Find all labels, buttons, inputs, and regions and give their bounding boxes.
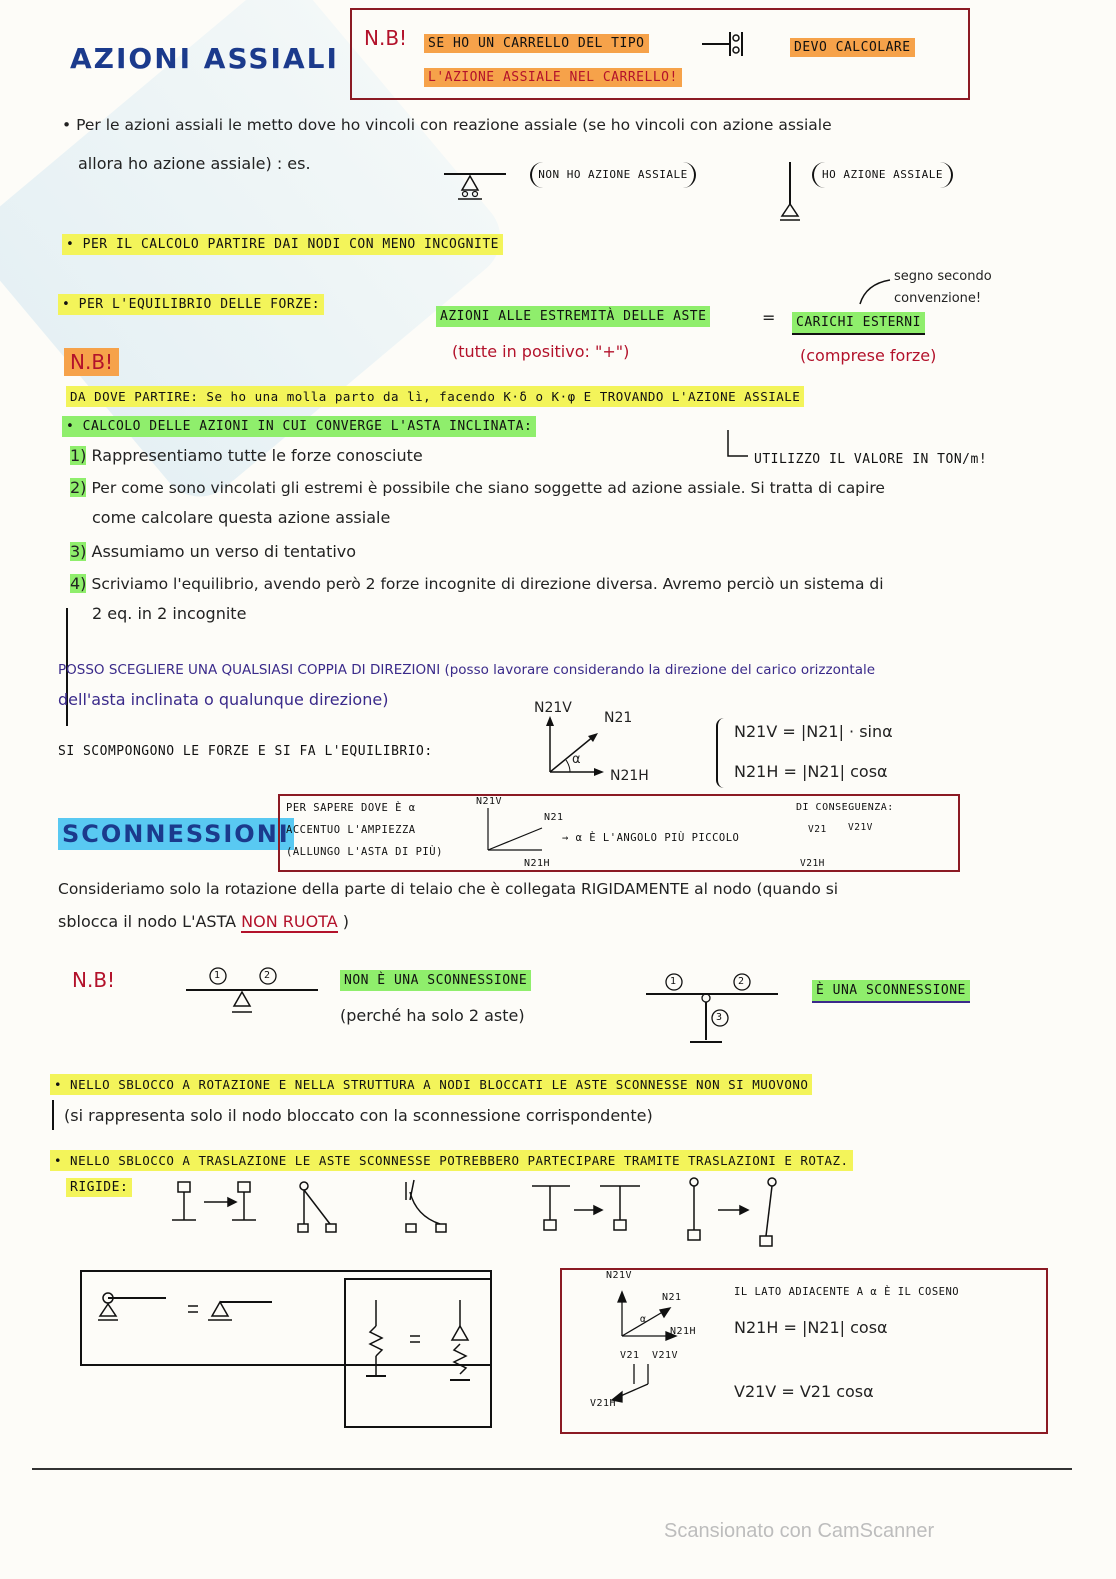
beam-two-rods-diagram (182, 966, 322, 1026)
step-2 (70, 478, 1070, 508)
bottom-eq1: N21H = |N21| cosα (734, 1318, 888, 1337)
bottom-eq2: V21V = V21 cosα (734, 1382, 874, 1401)
carichi-label: CARICHI ESTERNI (792, 312, 925, 335)
step-text: Assumiamo un verso di tentativo (91, 542, 357, 561)
step-text: 2 eq. in 2 incognite (92, 604, 247, 623)
segno-note: segno secondo convenzione! (894, 269, 992, 306)
nb2-label: N.B! (64, 348, 119, 376)
sblocco-rigide: RIGIDE: (66, 1178, 132, 1197)
bottom-n21: N21 (662, 1292, 682, 1303)
step-text: Scriviamo l'equilibrio, avendo però 2 forze incognite di direzione diversa. Avremo perciò un sistema di (91, 575, 884, 593)
intro-line1: • Per le azioni assiali le metto dove ho vincoli con reazione assiale (se ho vincoli con azione assiale (62, 116, 832, 134)
step-1 (70, 446, 1070, 478)
support-equivalence-diagram (96, 1290, 276, 1340)
example1-label: NON HO AZIONE ASSIALE (530, 162, 696, 188)
alpha-box-v21: V21 (808, 824, 827, 835)
step-2b (70, 508, 1070, 542)
rigid-motion-sketches (170, 1176, 810, 1246)
scompongono-text: SI SCOMPONGONO LE FORZE E SI FA L'EQUILIBRIO: (58, 744, 433, 759)
node1-left: 1 (214, 970, 221, 981)
direzioni-line1: POSSO SCEGLIERE UNA QUALSIASI COPPIA DI DIREZIONI (posso lavorare considerando la direzione del carico orizzontale (58, 662, 876, 678)
n21-label: N21 (604, 710, 633, 726)
sblocco-rotazione: • NELLO SBLOCCO A ROTAZIONE E NELLA STRUTTURA A NODI BLOCCATI LE ASTE SCONNESSE NON SI MUOVONO (50, 1074, 812, 1095)
sconn-nb-label: N.B! (72, 968, 116, 992)
camscanner-watermark: Scansionato con CamScanner (664, 1520, 935, 1542)
alpha-box-n21h: N21H (524, 858, 551, 869)
equation-1: N21V = |N21| · sinα (734, 722, 893, 741)
sconnessioni-line2b: NON RUOTA (241, 912, 338, 931)
roller-support-icon (440, 168, 510, 208)
nb-box-label: N.B! (364, 26, 408, 50)
bullet-equilibrio: • PER L'EQUILIBRIO DELLE FORZE: (58, 294, 324, 315)
step-4 (70, 574, 1070, 604)
step-4b (70, 604, 1070, 634)
alpha-label: α (572, 752, 581, 767)
nb-box-line1b: DEVO CALCOLARE (790, 38, 915, 57)
equal-sign: = (762, 308, 776, 327)
perche-note: (perché ha solo 2 aste) (340, 1006, 525, 1025)
bottom-v21: V21 (620, 1350, 640, 1361)
sconnessioni-title-text: SCONNESSIONI (62, 820, 290, 848)
direzioni-line2: dell'asta inclinata o qualunque direzione) (58, 690, 389, 709)
positivo-note: (tutte in positivo: "+") (452, 342, 630, 361)
equation-2: N21H = |N21| cosα (734, 762, 888, 781)
sblocco-traslazione: • NELLO SBLOCCO A TRASLAZIONE LE ASTE SCONNESSE POTREBBERO PARTECIPARE TRAMITE TRASLAZIONI E ROTAZ. (50, 1150, 853, 1171)
aste-label: AZIONI ALLE ESTREMITÀ DELLE ASTE (436, 306, 710, 327)
sblocco-rotazione-note: (si rappresenta solo il nodo bloccato con la sconnessione corrispondente) (64, 1106, 653, 1125)
node1-right: 1 (670, 976, 677, 987)
node2-right: 2 (738, 976, 745, 987)
sconnessioni-line2 (58, 912, 349, 931)
vertical-support-icon (770, 160, 810, 230)
step-number: 2) (70, 478, 87, 497)
bottom-n21v: N21V (606, 1270, 633, 1281)
page-title: AZIONI ASSIALI (70, 42, 339, 75)
non-sconnessione: NON È UNA SCONNESSIONE (340, 970, 531, 991)
n21v-label: N21V (534, 700, 572, 716)
nb-box-line1a: SE HO UN CARRELLO DEL TIPO (424, 34, 649, 53)
node3-right: 3 (716, 1012, 723, 1023)
bottom-rule (32, 1468, 1072, 1470)
alpha-box-line1: PER SAPERE DOVE È α (286, 802, 416, 814)
step-number: 3) (70, 542, 87, 561)
steps-list (70, 446, 1070, 634)
node2-left: 2 (264, 970, 271, 981)
spring-equivalence-diagram (360, 1296, 480, 1416)
nb2-utilizzo: UTILIZZO IL VALORE IN TON/m! (754, 452, 988, 467)
intro-line2: allora ho azione assiale) : es. (78, 154, 311, 173)
bottom-v21h: V21H (590, 1398, 617, 1409)
bottom-v21v: V21V (652, 1350, 679, 1361)
segno-arrow-icon (856, 276, 896, 306)
sconnessioni-line2c: ) (342, 912, 349, 931)
alpha-box-v21h: V21H (800, 858, 825, 869)
step-text: Per come sono vincolati gli estremi è possibile che siano soggette ad azione assiale. Si tratta di capire (91, 479, 885, 497)
bottom-n21h: N21H (670, 1326, 697, 1337)
step-text: come calcolare questa azione assiale (92, 508, 391, 527)
alpha-box-n21: N21 (544, 812, 564, 823)
bottom-lato: IL LATO ADIACENTE A α È IL COSENO (734, 1286, 960, 1298)
nb2-calcolo: • CALCOLO DELLE AZIONI IN CUI CONVERGE L'ASTA INCLINATA: (62, 416, 536, 437)
alpha-box-consegue: DI CONSEGUENZA: (796, 802, 894, 813)
alpha-box-arrow-text: → α È L'ANGOLO PIÙ PICCOLO (562, 832, 740, 844)
alpha-box-line3: (ALLUNGO L'ASTA DI PIÙ) (286, 846, 443, 858)
carrello-icon (700, 30, 750, 58)
example2-label: HO AZIONE ASSIALE (812, 162, 953, 188)
sblocco-bracket (52, 1100, 54, 1130)
step-number: 4) (70, 574, 87, 593)
n21h-label: N21H (610, 768, 649, 784)
nb2-partire: DA DOVE PARTIRE: Se ho una molla parto da lì, facendo K·δ o K·φ E TROVANDO L'AZIONE ASSIALE (66, 386, 804, 407)
beam-three-rods-diagram (642, 972, 782, 1062)
nb-box-line2: L'AZIONE ASSIALE NEL CARRELLO! (424, 68, 682, 87)
e-sconnessione: È UNA SCONNESSIONE (812, 980, 970, 1003)
alpha-box-v21v: V21V (848, 822, 873, 833)
sconnessioni-title (58, 818, 294, 850)
step-number: 1) (70, 446, 87, 465)
sconnessioni-line1: Consideriamo solo la rotazione della parte di telaio che è collegata RIGIDAMENTE al nodo (quando si (58, 880, 839, 898)
forze-note: (comprese forze) (800, 346, 937, 365)
alpha-box-n21v: N21V (476, 796, 503, 807)
system-brace (716, 718, 728, 788)
bullet-calcolo: • PER IL CALCOLO PARTIRE DAI NODI CON MENO INCOGNITE (62, 234, 503, 255)
bottom-alpha: α (640, 1314, 647, 1325)
step-text: Rappresentiamo tutte le forze conosciute (91, 446, 423, 465)
alpha-box-line2: ACCENTUO L'AMPIEZZA (286, 824, 416, 836)
step-3 (70, 542, 1070, 574)
sconnessioni-line2a: sblocca il nodo L'ASTA (58, 912, 237, 931)
